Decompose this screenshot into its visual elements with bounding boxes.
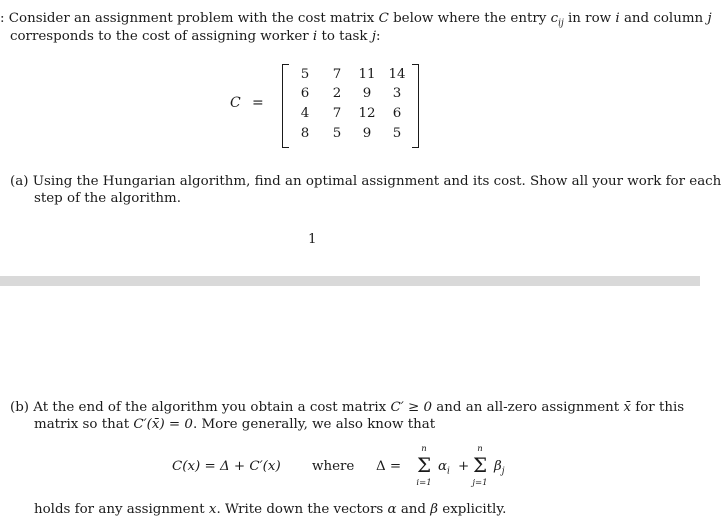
matrix-cell: 11 [358, 67, 376, 82]
matrix-row [291, 65, 409, 84]
equals-sign: = [252, 95, 264, 111]
worker-index: i [312, 29, 318, 44]
matrix-cell: 7 [332, 106, 342, 121]
math-inline: C′(x̄) = 0 [133, 417, 193, 432]
sum-alpha: n Σ i=1 [416, 444, 432, 488]
math-inline: C′ ≥ 0 [390, 400, 433, 415]
matrix-symbol: C [378, 11, 389, 26]
matrix-cell: 7 [332, 67, 342, 82]
matrix-cell: 5 [332, 126, 342, 141]
matrix-cell: 9 [362, 126, 372, 141]
part-b-last-line: holds for any assignment x. Write down the vectors α and β explicitly. [34, 502, 507, 517]
matrix-row [291, 104, 409, 123]
intro-text: in row [568, 11, 612, 26]
matrix-cell: 2 [332, 86, 342, 101]
cost-matrix [228, 64, 428, 148]
row-index: i [615, 11, 620, 26]
matrix-row [291, 84, 409, 103]
matrix-cell: 8 [300, 126, 310, 141]
part-b-line-1: (b) At the end of the algorithm you obtain a cost matrix C′ ≥ 0 and an all-zero assignment x̄ for this [10, 400, 685, 415]
beta-term: $\beta_j$ [494, 459, 505, 477]
intro-text: and column [623, 11, 704, 26]
matrix-cell: 6 [392, 106, 402, 121]
matrix-cell: 12 [358, 106, 376, 121]
matrix-cell: 9 [362, 86, 372, 101]
equation-lhs: C(x) = Δ + C′(x) [172, 459, 281, 474]
matrix-row [291, 124, 409, 143]
matrix-cell: 6 [300, 86, 310, 101]
intro-text: to task [321, 29, 368, 44]
matrix-cell: 3 [392, 86, 402, 101]
intro-text: corresponds to the cost of assigning worker [10, 29, 309, 44]
alpha-term: $\alpha_i$ [438, 459, 450, 477]
math-inline: x̄ [623, 400, 632, 415]
part-a-line-1: (a) Using the Hungarian algorithm, find an optimal assignment and its cost. Show all your work for each [10, 174, 721, 189]
right-bracket [412, 64, 419, 148]
matrix-cell: 5 [392, 126, 402, 141]
page-number: 1 [308, 232, 317, 247]
matrix-cell: 14 [388, 67, 406, 82]
part-b-line-2: matrix so that C′(x̄) = 0. More generally, we also know that [34, 417, 436, 432]
matrix-label: C [230, 95, 241, 111]
problem-intro-line-2: corresponds to the cost of assigning worker i to task j: [10, 29, 381, 44]
matrix-cell: 4 [300, 106, 310, 121]
task-index: j [371, 29, 376, 44]
column-index: j [707, 11, 712, 26]
plus-sign: + [458, 459, 470, 474]
part-a-line-2: step of the algorithm. [34, 191, 182, 206]
left-bracket [282, 64, 289, 148]
delta-equals: Δ = [376, 459, 402, 474]
where-word: where [312, 459, 355, 474]
intro-text: : Consider an assignment problem with the cost matrix [0, 11, 375, 26]
matrix-cell: 5 [300, 67, 310, 82]
entry-symbol: $c_{ij}$ [550, 11, 564, 29]
sum-beta: n Σ j=1 [472, 444, 488, 488]
intro-text: below where the entry [393, 11, 547, 26]
page-separator [0, 276, 700, 286]
